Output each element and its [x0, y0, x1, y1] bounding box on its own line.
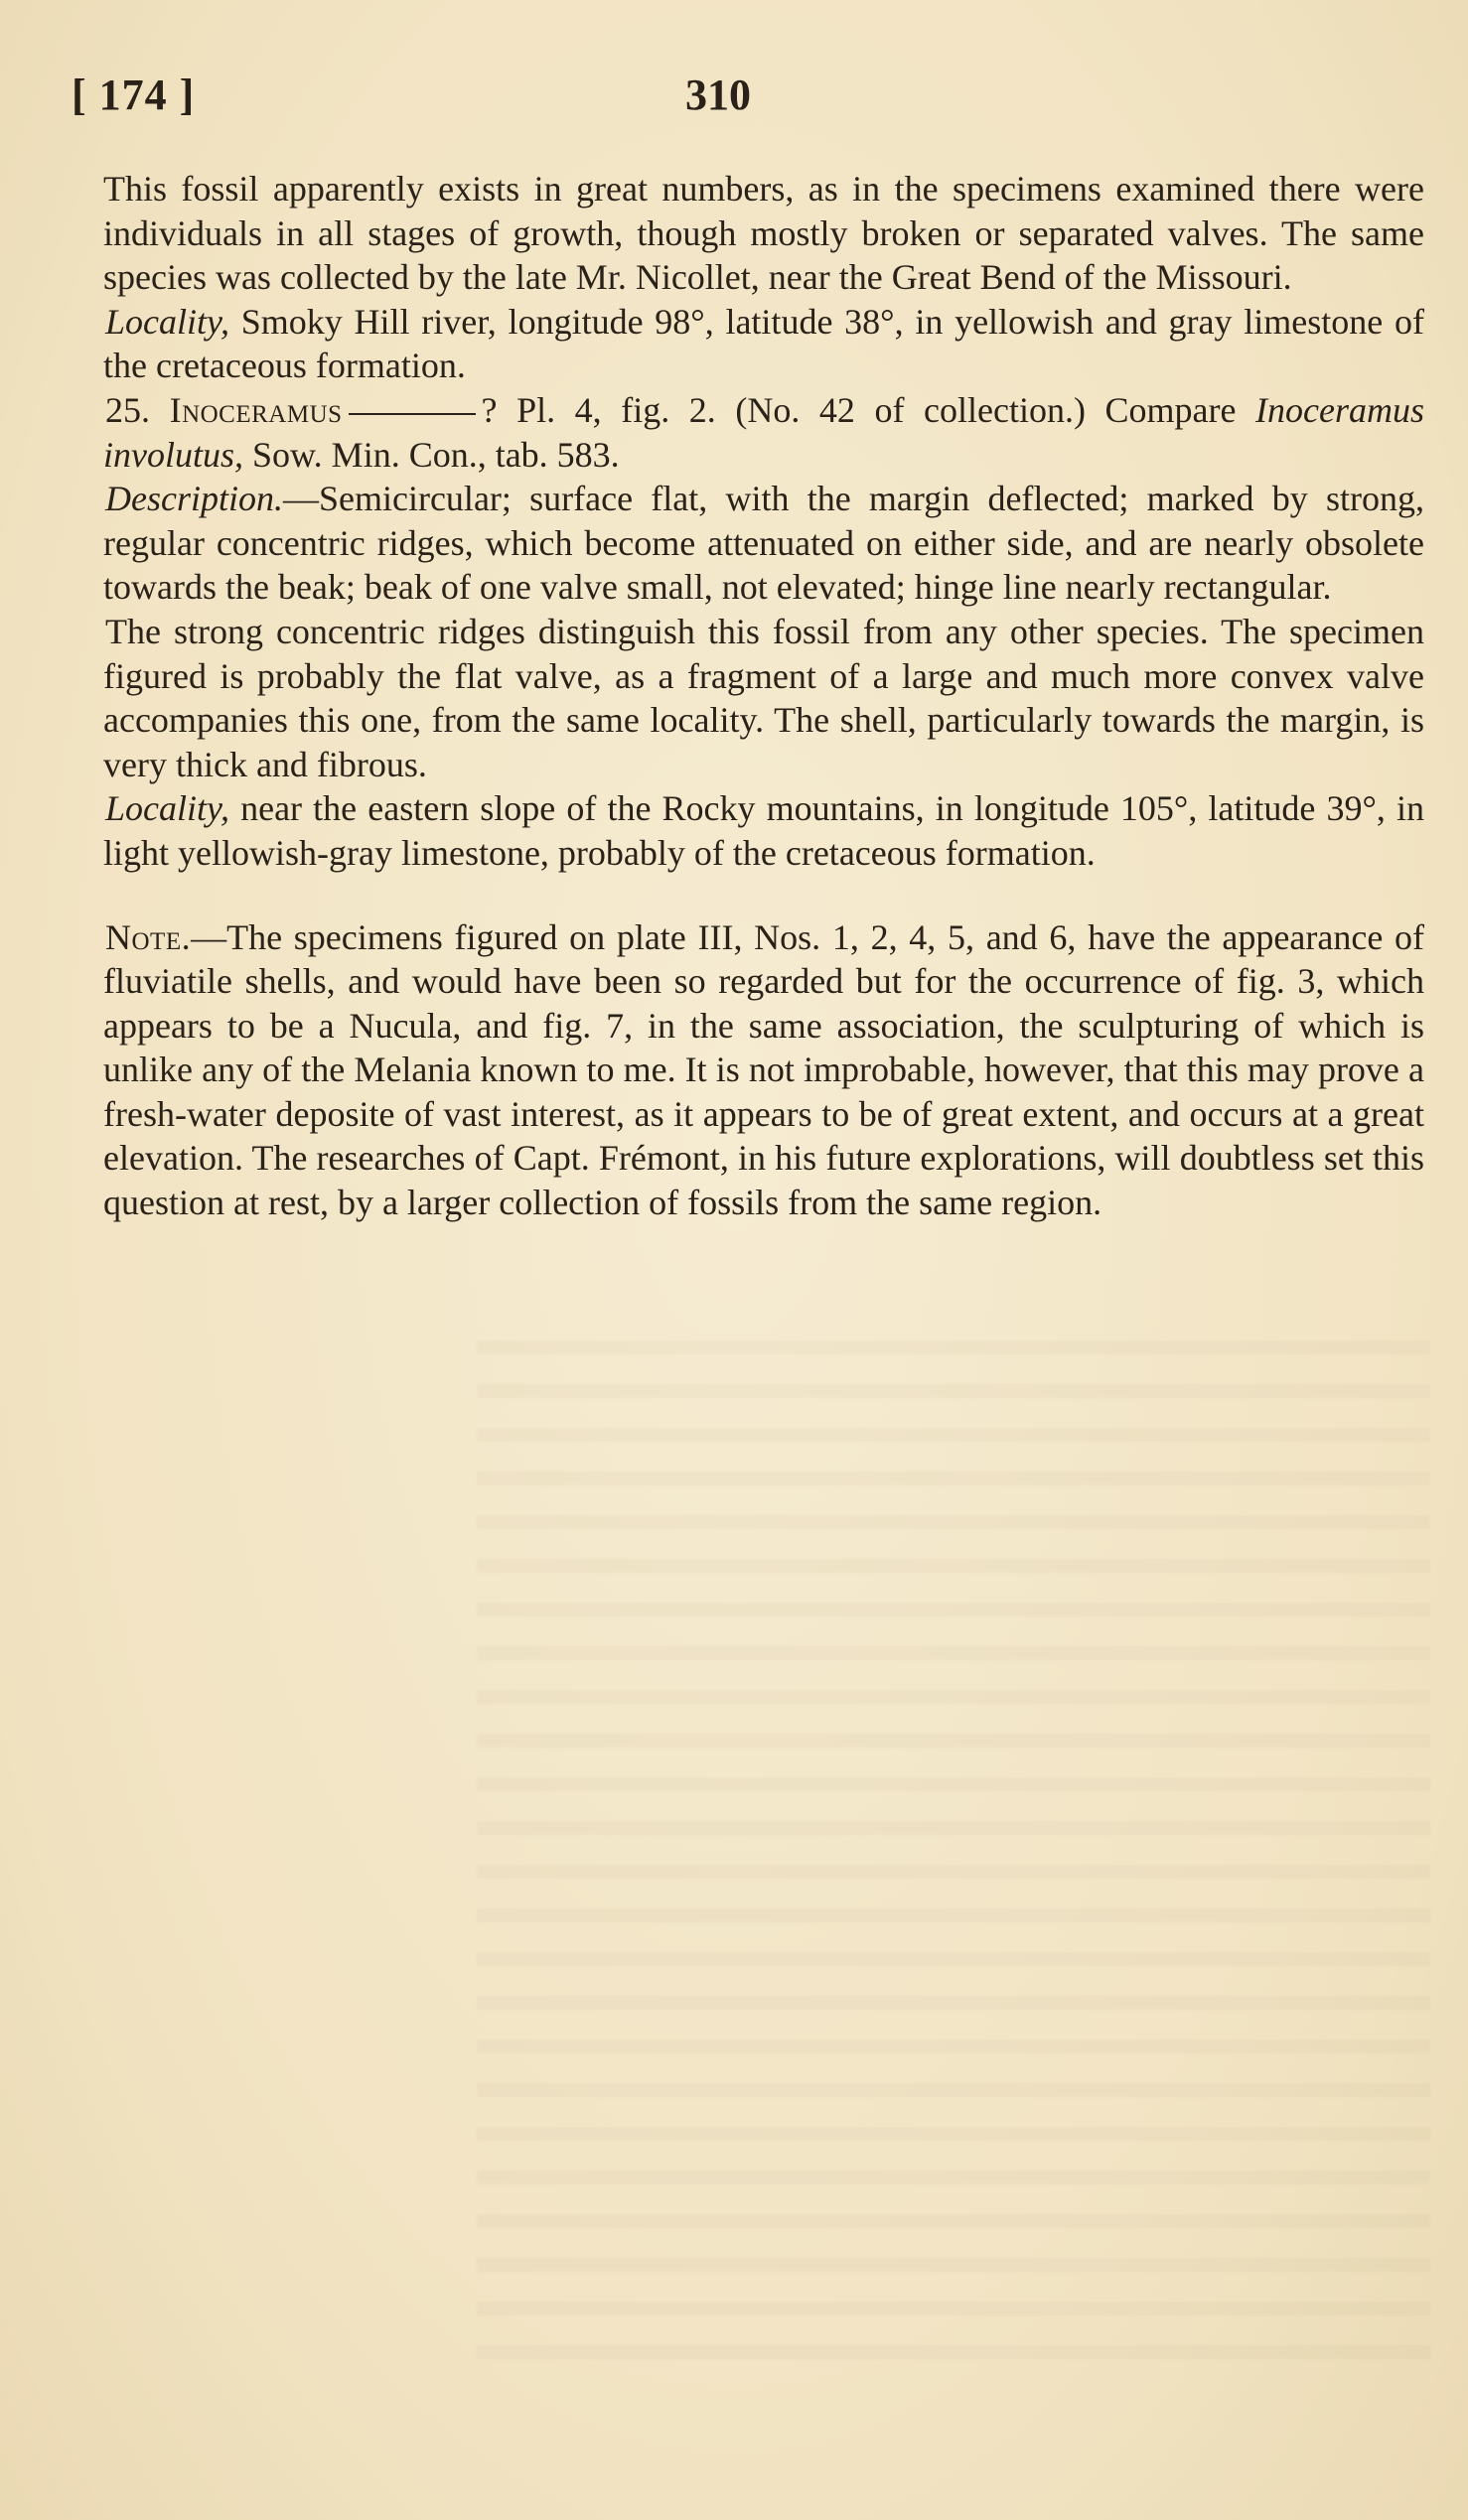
species-genus: Inoceramus	[169, 389, 343, 430]
species-text-b: Sow. Min. Con., tab. 583.	[243, 434, 620, 475]
left-page-number: [ 174 ]	[72, 70, 196, 119]
center-page-number: 310	[685, 70, 751, 119]
document-body	[103, 167, 1424, 1225]
description-text: —Semicircular; surface flat, with the margin deflected; marked by strong, regular concentric ridges, which become attenuated on either side, and are nearly obsolete towards the beak; beak of one valve small, not elevated; hinge line nearly rectangular.	[103, 479, 1424, 608]
paragraph-locality-2	[103, 786, 1424, 875]
species-italic-name: Inoceramus involutus,	[103, 389, 1425, 475]
page-header	[0, 70, 1468, 139]
locality-label: Locality,	[105, 301, 229, 342]
locality-text: near the eastern slope of the Rocky mountains, in longitude 105°, latitude 39°, in light yellowish-gray limestone, probably of the cretaceous formation.	[103, 788, 1424, 873]
species-number: 25.	[105, 389, 170, 430]
locality-label: Locality,	[105, 788, 229, 829]
note-text: —The specimens figured on plate III, Nos. 1, 2, 4, 5, and 6, have the appearance of fluviatile shells, and would have been so regarded but for the occurrence of fig. 3, which appears to be a Nucula, and fig. 7, in the same association, the sculpturing of which is unlike any of the Melania known to me. It is not improbable, however, that this may prove a fresh-water deposite of vast interest, as it appears to be of great extent, and occurs at a great elevation. The researches of Capt. Frémont, in his future explorations, will doubtless set this question at rest, by a larger collection of fossils from the same region.	[103, 916, 1424, 1223]
paragraph-locality-1	[103, 300, 1424, 388]
note-label: Note.	[105, 916, 192, 957]
species-text-a: ? Pl. 4, fig. 2. (No. 42 of collection.) Compare	[481, 389, 1256, 430]
show-through-texture	[477, 1340, 1430, 2383]
description-label: Description.	[105, 479, 283, 519]
species-dash	[349, 413, 476, 415]
paragraph-fossil-description: This fossil apparently exists in great numbers, as in the specimens examined there were individuals in all stages of growth, though mostly broken or separated valves. The same species was collected by the late Mr. Nicollet, near the Great Bend of the Missouri.	[103, 169, 1424, 298]
locality-text: Smoky Hill river, longitude 98°, latitude 38°, in yellowish and gray limestone of the cretaceous formation.	[103, 301, 1424, 386]
paragraph-note	[103, 915, 1424, 1225]
paragraph-distinguishing: The strong concentric ridges distinguish this fossil from any other species. The specimen figured is probably the flat valve, as a fragment of a large and much more convex valve accompanies this one, from the same locality. The shell, particularly towards the margin, is very thick and fibrous.	[103, 611, 1424, 784]
paragraph-species-25	[103, 388, 1424, 477]
paragraph-description	[103, 477, 1424, 610]
section-gap	[103, 876, 1424, 915]
